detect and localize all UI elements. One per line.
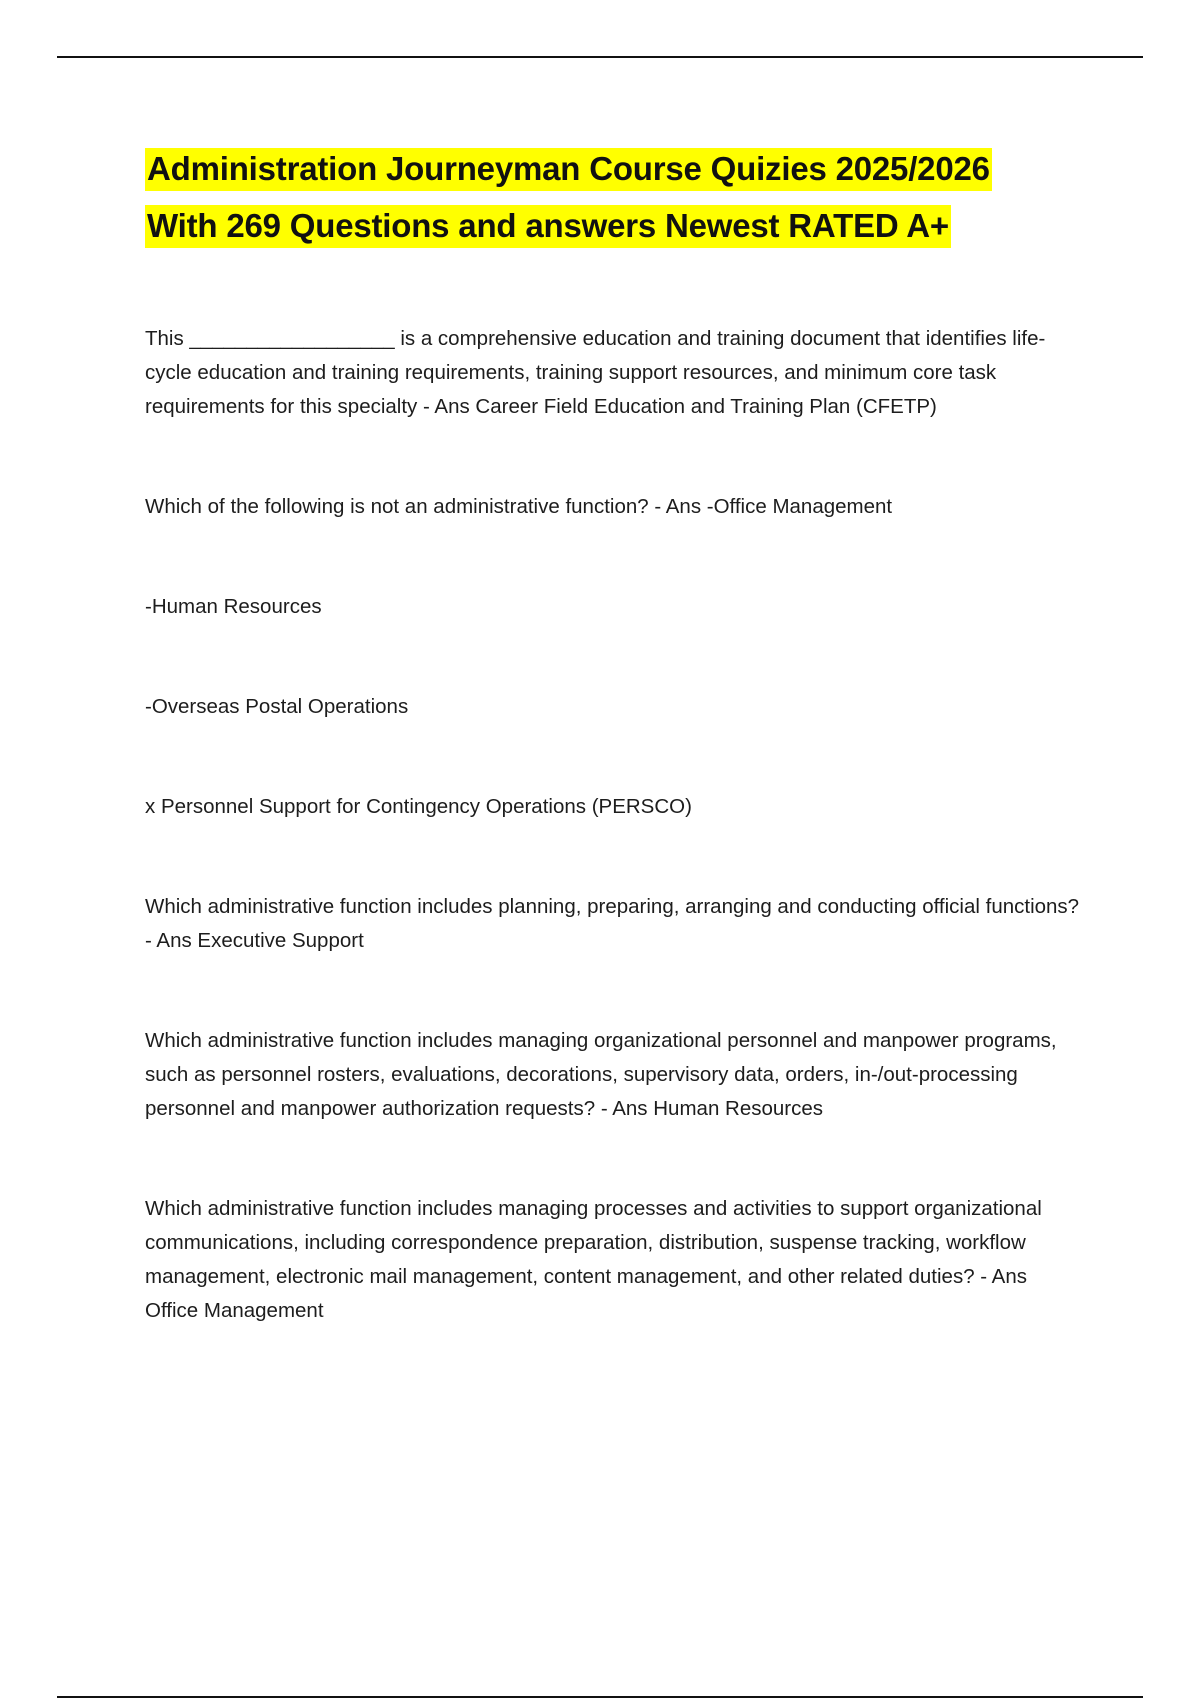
- title-line-2: With 269 Questions and answers Newest RATED A+: [145, 205, 951, 248]
- answer-option: -Overseas Postal Operations: [145, 695, 409, 718]
- bottom-divider: [57, 1696, 1143, 1698]
- document-title: [145, 140, 1085, 254]
- question-paragraph: Which of the following is not an administrative function? - Ans -Office Management: [145, 495, 893, 518]
- title-line-1: Administration Journeyman Course Quizies 2025/2026: [145, 148, 992, 191]
- question-paragraph: This __________________ is a comprehensive education and training document that identifies life-cycle education and training requirements, training support resources, and minimum core task requirements for this specialty - Ans Career Field Education and Training Plan (CFETP): [145, 327, 1046, 418]
- answer-option: -Human Resources: [145, 595, 322, 618]
- question-paragraph: Which administrative function includes planning, preparing, arranging and conducting official functions? - Ans Executive Support: [145, 895, 1080, 952]
- document-body: [145, 140, 1085, 1328]
- answer-option: x Personnel Support for Contingency Operations (PERSCO): [145, 795, 692, 818]
- top-divider: [57, 56, 1143, 58]
- question-paragraph: Which administrative function includes managing processes and activities to support organizational communications, including correspondence preparation, distribution, suspense tracking, workflow management, electronic mail management, content management, and other related duties? - Ans Office Management: [145, 1197, 1042, 1322]
- question-paragraph: Which administrative function includes managing organizational personnel and manpower programs, such as personnel rosters, evaluations, decorations, supervisory data, orders, in-/out-processing personnel and manpower authorization requests? - Ans Human Resources: [145, 1029, 1057, 1120]
